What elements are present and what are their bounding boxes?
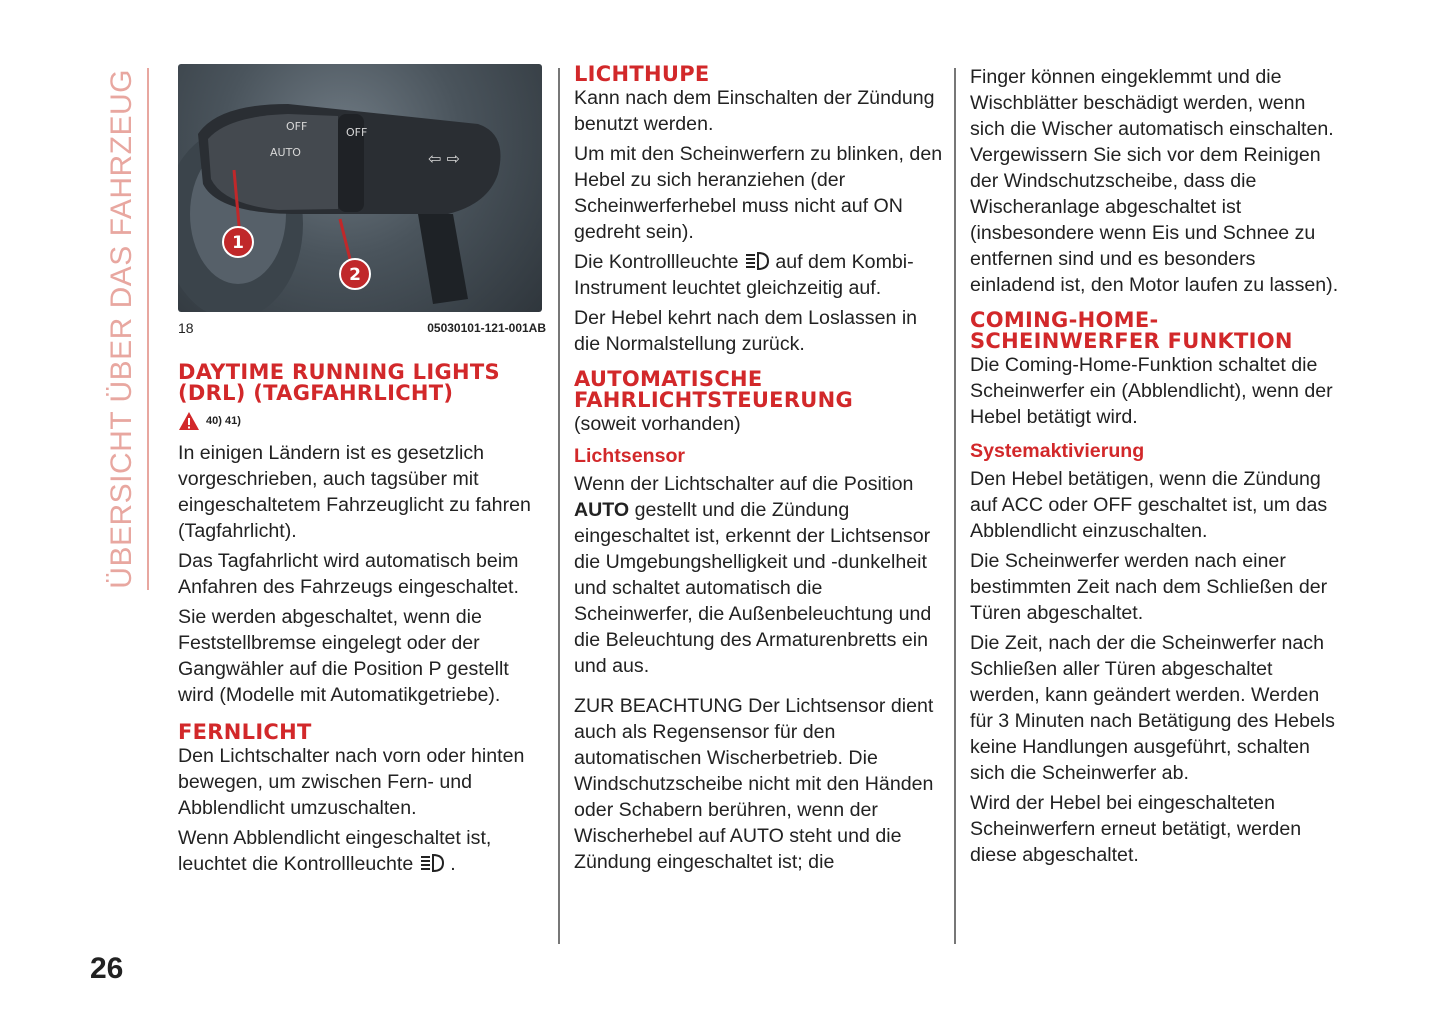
warning-triangle-icon [178,411,200,431]
column-divider [954,68,956,944]
lichthupe-paragraph-2: Um mit den Scheinwerfern zu blinken, den Hebel zu sich heranziehen (der Scheinwerferhebel muss nicht auf ON gedreht sein). [574,143,943,243]
low-beam-indicator-icon [419,852,445,874]
continued-paragraph: Finger können eingeklemmt und die Wischblätter beschädigt werden, wenn sich die Wischer automatisch einschalten. Vergewissern Sie sich vor dem Reinigen der Windschutzscheibe, dass die Wischeranlage abgeschaltet ist (insbesondere wenn Eis und Schnee zu entfernen sind und es besonders einladend ist, den Motor laufen zu lassen). [970,66,1339,296]
page-number: 26 [90,952,124,985]
lever-auto-label: AUTO [270,146,301,159]
lichthupe-paragraph-4: Der Hebel kehrt nach dem Loslassen in die Normalstellung zurück. [574,307,918,355]
lichthupe-heading: LICHTHUPE [574,62,710,86]
drl-paragraph-2: Das Tagfahrlicht wird automatisch beim Anfahren des Fahrzeugs eingeschaltet. [178,550,519,598]
note-paragraph: ZUR BEACHTUNG Der Lichtsensor dient auch als Regensensor für den automatischen Wischerbetrieb. Die Windschutzscheibe nicht mit den Händen oder Schabern berühren, wenn der Wischerhebel auf AUTO steht und die Zündung eingeschaltet ist; die [574,695,934,873]
system-paragraph-2: Die Scheinwerfer werden nach einer bestimmten Zeit nach dem Schließen der Türen abgeschaltet. [970,550,1328,624]
svg-text:2: 2 [349,265,361,285]
column-2 [574,64,946,879]
column-divider [558,68,560,944]
light-lever-illustration [178,64,542,312]
fernlicht-paragraph-2: Wenn Abblendlicht eingeschaltet ist, leuchtet die Kontrollleuchte . [178,827,492,875]
fernlicht-paragraph-1: Den Lichtschalter nach vorn oder hinten bewegen, um zwischen Fern- und Abblendlicht umzuschalten. [178,745,525,819]
drl-paragraph-1: In einigen Ländern ist es gesetzlich vorgeschrieben, auch tagsüber mit eingeschaltetem Fahrzeuglicht zu fahren (Tagfahrlicht). [178,442,531,542]
drl-heading: DAYTIME RUNNING LIGHTS (DRL) (TAGFAHRLICHT) [178,360,500,405]
coming-home-paragraph: Die Coming-Home-Funktion schaltet die Scheinwerfer ein (Abblendlicht), wenn der Hebel betätigt wird. [970,354,1333,428]
lichtsensor-heading: Lichtsensor [574,445,686,467]
high-beam-indicator-icon [744,250,770,272]
callout-1 [223,227,253,257]
auto-subheading: (soweit vorhanden) [574,413,741,435]
drl-paragraph-3: Sie werden abgeschaltet, wenn die Feststellbremse eingelegt oder der Gangwähler auf die Position P gestellt wird (Modelle mit Automatikgetriebe). [178,606,509,706]
lichtsensor-paragraph: Wenn der Lichtschalter auf die Position AUTO gestellt und die Zündung eingeschaltet ist, erkennt der Lichtsensor die Umgebungshelligkeit und -dunkelheit und schaltet automatisch die Scheinwerfer, die Außenbeleuchtung und die Beleuchtung des Armaturenbretts ein und aus. [574,473,932,677]
system-paragraph-3: Die Zeit, nach der die Scheinwerfer nach Schließen aller Türen abgeschaltet werden, kann geändert werden. Werden für 3 Minuten nach Betätigung des Hebels keine Handlungen ausgeführt, schalten sich die Scheinwerfer ab. [970,632,1335,784]
column-1 [178,64,546,881]
chapter-side-rule [147,68,149,590]
auto-heading: AUTOMATISCHE FAHRLICHTSTEUERUNG [574,367,854,412]
chapter-side-title: ÜBERSICHT ÜBER DAS FAHRZEUG [105,69,138,589]
warning-reference: 40) 41) [178,408,546,434]
figure-code: 05030101-121-001AB [427,321,546,335]
callout-2 [340,259,370,289]
system-paragraph-4: Wird der Hebel bei eingeschalteten Scheinwerfern erneut betätigt, werden diese abgeschaltet. [970,792,1302,866]
lever-off-label-2: OFF [346,126,368,139]
svg-text:⇦ ⇨: ⇦ ⇨ [428,149,460,168]
figure-caption [178,320,546,336]
coming-home-heading: COMING-HOME-SCHEINWERFER FUNKTION [970,308,1293,353]
lever-off-label: OFF [286,120,308,133]
systemaktivierung-heading: Systemaktivierung [970,440,1145,462]
lichthupe-paragraph-3: Die Kontrollleuchte auf dem Kombi-Instrument leuchtet gleichzeitig auf. [574,251,914,299]
figure-number: 18 [178,320,194,336]
lever-figure [178,64,542,312]
lichthupe-paragraph-1: Kann nach dem Einschalten der Zündung benutzt werden. [574,87,935,135]
svg-text:1: 1 [232,233,244,253]
fernlicht-heading: FERNLICHT [178,720,312,744]
column-3 [970,64,1342,872]
system-paragraph-1: Den Hebel betätigen, wenn die Zündung auf ACC oder OFF geschaltet ist, um das Abblendlicht einzuschalten. [970,468,1328,542]
